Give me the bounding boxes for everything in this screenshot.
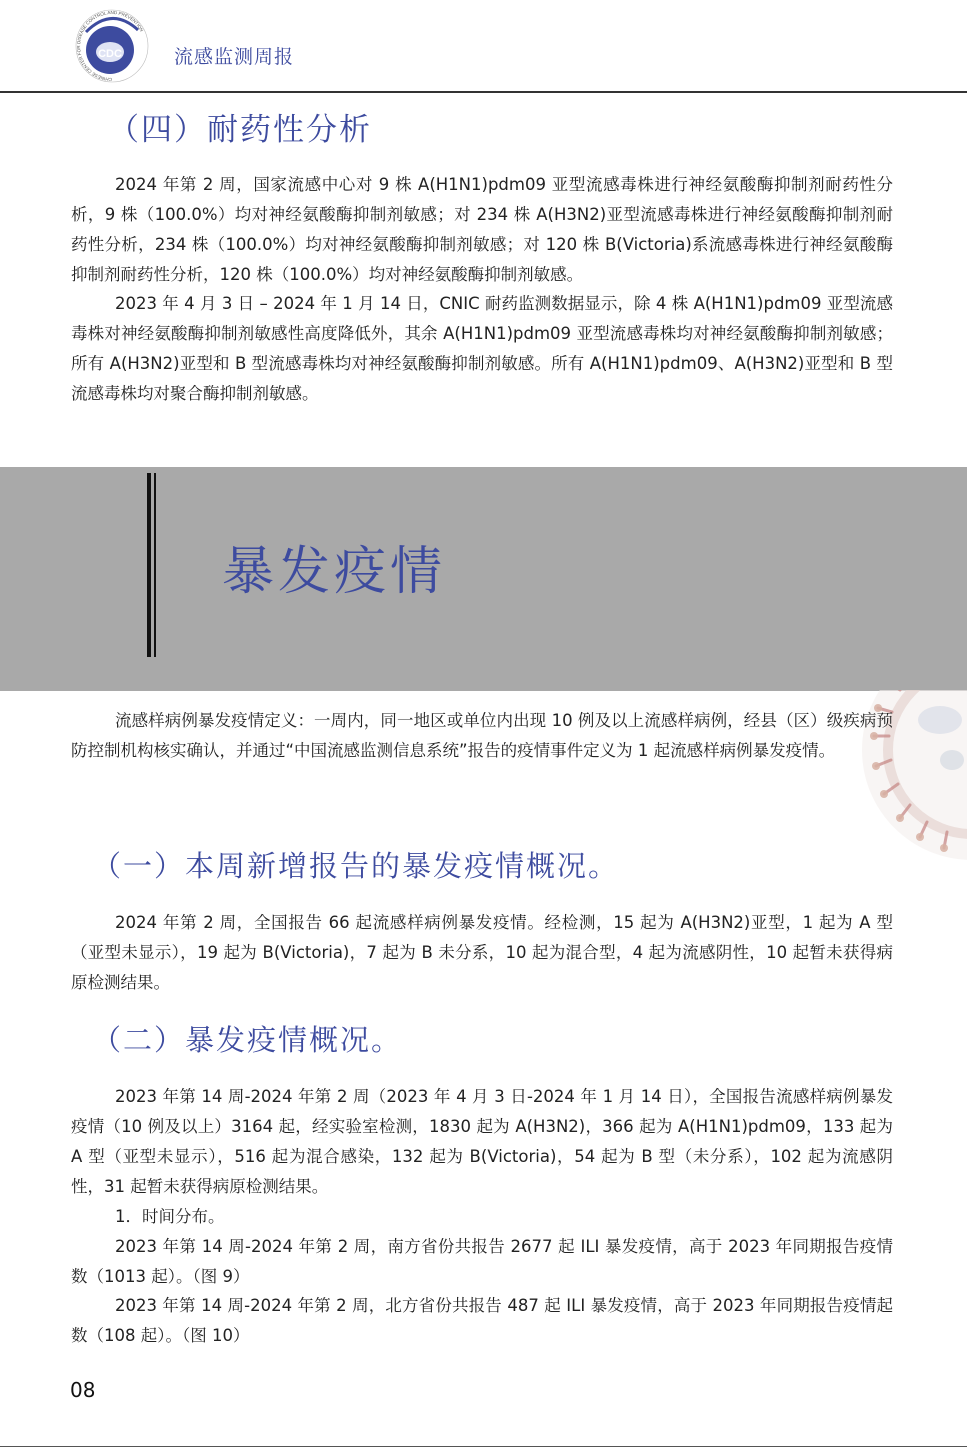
section-heading-weekly: （一）本周新增报告的暴发疫情概况。 [92, 849, 620, 883]
banner-bar-thin [154, 473, 156, 657]
section-banner [0, 467, 967, 691]
journal-title: 流感监测周报 [174, 46, 295, 68]
logo-ring-text: CHINESE CENTER FOR DISEASE CONTROL AND PREVENTION [76, 9, 145, 83]
banner-bar [147, 473, 151, 657]
overview-paragraph-north: 2023 年第 14 周-2024 年第 2 周，北方省份共报告 487 起 ILI 暴发疫情，高于 2023 年同期报告疫情起数（108 起）。（图 10） [71, 1296, 893, 1345]
section-heading-resistance: （四）耐药性分析 [108, 112, 372, 148]
page-number: 08 [70, 1378, 96, 1402]
section-heading-overview: （二）暴发疫情概况。 [92, 1023, 403, 1057]
cdc-logo-icon [66, 2, 158, 86]
logo-text: CDC [98, 48, 122, 60]
header-divider [0, 91, 967, 93]
banner-title: 暴发疫情 [222, 542, 447, 602]
overview-subheading-time: 1．时间分布。 [115, 1207, 225, 1226]
outbreak-definition: 流感样病例暴发疫情定义：一周内，同一地区或单位内出现 10 例及以上流感样病例，经县（区）级疾病预防控制机构核实确认，并通过“中国流感监测信息系统”报告的疫情事件定义为 1 起流感样病例暴发疫情。 [71, 711, 893, 760]
overview-paragraph-1: 2023 年第 14 周-2024 年第 2 周（2023 年 4 月 3 日-2024 年 1 月 14 日），全国报告流感样病例暴发疫情（10 例及以上）3164 起，经实验室检测，1830 起为 A(H3N2)，366 起为 A(H1N1)pdm09，133 起为 A 型（亚型未显示），516 起为混合感染，132 起为 B(Victoria)，54 起为 B 型（未分系），102 起为流感阴性，31 起暂未获得病原检测结果。 [71, 1087, 893, 1196]
resistance-paragraph-2: 2023 年 4 月 3 日 – 2024 年 1 月 14 日，CNIC 耐药监测数据显示，除 4 株 A(H1N1)pdm09 亚型流感毒株对神经氨酸酶抑制剂敏感性高度降低外，其余 A(H1N1)pdm09 亚型流感毒株均对神经氨酸酶抑制剂敏感；所有 A(H3N2)亚型和 B 型流感毒株均对神经氨酸酶抑制剂敏感。所有 A(H1N1)pdm09、A(H3N2)亚型和 B 型流感毒株均对聚合酶抑制剂敏感。 [71, 294, 893, 403]
resistance-paragraph-1: 2024 年第 2 周，国家流感中心对 9 株 A(H1N1)pdm09 亚型流感毒株进行神经氨酸酶抑制剂耐药性分析，9 株（100.0%）均对神经氨酸酶抑制剂敏感；对 234 株 A(H3N2)亚型流感毒株进行神经氨酸酶抑制剂耐药性分析，234 株（100.0%）均对神经氨酸酶抑制剂敏感；对 120 株 B(Victoria)系流感毒株进行神经氨酸酶抑制剂耐药性分析，120 株（100.0%）均对神经氨酸酶抑制剂敏感。 [71, 175, 893, 284]
weekly-paragraph: 2024 年第 2 周，全国报告 66 起流感样病例暴发疫情。经检测，15 起为 A(H3N2)亚型，1 起为 A 型（亚型未显示），19 起为 B(Victoria)，7 起为 B 未分系，10 起为混合型，4 起为流感阴性，10 起暂未获得病原检测结果。 [71, 913, 893, 992]
overview-paragraph-south: 2023 年第 14 周-2024 年第 2 周，南方省份共报告 2677 起 ILI 暴发疫情，高于 2023 年同期报告疫情数（1013 起）。（图 9） [71, 1237, 893, 1286]
footer-divider [0, 1446, 967, 1447]
page-header [0, 0, 967, 92]
